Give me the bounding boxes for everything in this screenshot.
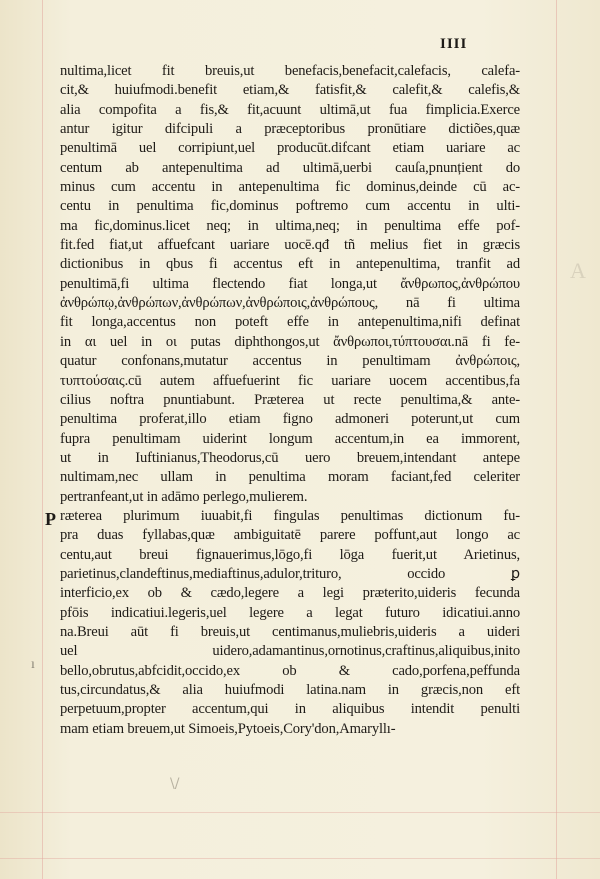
text-line: alia compofita a fis,& fit,acuunt ultimā,ut fua fimplicia.Exerce xyxy=(60,101,520,118)
margin-guide-left xyxy=(42,0,43,879)
text-line: minus cum accentu in antepenultima fic dominus,deinde cū ac- xyxy=(60,179,520,196)
text-line: penultimā uel corripiunt,uel producūt.difcant etiam uariare ac xyxy=(60,140,520,157)
text-line: ut in Iuftinianus,Theodorus,cū uero breuem,intendant antepe xyxy=(60,449,520,466)
text-line: fupra penultimam uiderint longum accentum,in ea immorent, xyxy=(60,430,520,447)
text-line: cilius noftra pnuntiabunt. Præterea ut recte penultima,& ante- xyxy=(60,391,520,408)
bleed-through-letter: A xyxy=(570,258,586,283)
text-line: centu in penultima fic,dominus poftremo cum accentu in ulti- xyxy=(60,198,520,215)
text-line: pertranfeant,ut in adāmo perlego,mulierem. xyxy=(60,488,308,505)
folio-number: IIII xyxy=(440,36,468,52)
text-line: tus,circundatus,& alia huiufmodi latina.nam in græcis,non eft xyxy=(60,682,520,698)
text-line: penultimā,fi ultima flectendo fiat longa,ut ἄνθρωπος,ἀνθρώπου xyxy=(60,275,520,292)
text-line: centu,aut breui fignauerimus,lōgo,fi lōga fuerit,ut Arietinus, xyxy=(60,546,520,563)
text-line: ræterea plurimum iuuabit,fi fingulas penultimas dictionum fu- xyxy=(60,507,520,524)
text-line: cit,& huiufmodi.benefit etiam,& fatisfit,& calefit,& calefis,& xyxy=(60,82,520,99)
text-line: perpetuum,propter accentum,qui in aliquibus intendit penulti xyxy=(60,701,520,718)
text-line: pfōis indicatiui.legeris,uel legere a legat futuro idicatiui.anno xyxy=(60,604,520,621)
text-line: pra duas fyllabas,quæ ambiguitatē parere poffunt,aut longo ac xyxy=(60,527,520,544)
foot-mark: \/ xyxy=(170,776,180,792)
text-line: interficio,ex ob & cædo,legere a legi præterito,uideris fecunda xyxy=(60,585,520,602)
text-block xyxy=(60,62,520,739)
text-line: penultima proferat,illo etiam figno admoneri poterunt,ut cum xyxy=(60,411,520,428)
text-line: na.Breui aūt fi breuis,ut centimanus,muliebris,uideris a uideri xyxy=(60,623,520,640)
text-line: antur igitur difcipuli a præceptoribus pronūtiare dictiões,quæ xyxy=(60,121,520,138)
text-line: fit longa,accentus non poteft effe in antepenultima,nifi definat xyxy=(60,314,520,331)
margin-guide-bottom xyxy=(0,812,600,813)
text-line: uel uidero,adamantinus,ornotinus,craftinus,aliquibus,inito xyxy=(60,643,520,660)
text-line: mam etiam breuem,ut Simoeis,Pytoeis,Cory'don,Amaryllı- xyxy=(60,720,396,737)
text-line: centum ab antepenultima ad ultimā,uerbi cauſa,pnunțient do xyxy=(60,159,520,176)
text-line: nultima,licet fit breuis,ut benefacis,benefacit,calefacis, calefa- xyxy=(60,63,520,79)
text-line: quatur confonans,mutatur accentus in penultimam ἀνθρώποις, xyxy=(60,353,520,370)
margin-guide-foot xyxy=(0,858,600,859)
initial-letter: P xyxy=(45,509,56,529)
text-line: ἀνθρώπῳ,ἀνθρώπων,ἀνθρώπων,ἀνθρώποις,ἀνθρώπους, nā fi ultima xyxy=(60,295,520,312)
text-line: in αι uel in οι putas diphthongos,ut ἄνθρωποι,τύπτουσαι.nā fi fe- xyxy=(60,333,520,350)
text-line: ma fic,dominus.licet neq; in ultima,neq; in penultima effe pof- xyxy=(60,217,520,234)
text-line: τυπτούσαις.cū autem affuefuerint fic uariare uocem accentibus,fa xyxy=(60,372,520,389)
text-line: bello,obrutus,abfcidit,occido,ex ob & cado,porfena,peffunda xyxy=(60,662,520,679)
text-line: parietinus,clandeftinus,mediaftinus,adulor,trituro, occido ꝑ xyxy=(60,565,520,582)
marginal-mark: ı xyxy=(31,657,35,672)
text-line: dictionibus in qbus fi accentus eft in antepenultima, tranfit ad xyxy=(60,256,520,273)
text-line: nultimam,nec ullam in penultima moram faciant,fed celeriter xyxy=(60,469,520,486)
text-line: fit.fed fiat,ut affuefcant uariare uocē.qđ tñ melius fiet in græcis xyxy=(60,237,520,254)
margin-guide-right xyxy=(556,0,557,879)
